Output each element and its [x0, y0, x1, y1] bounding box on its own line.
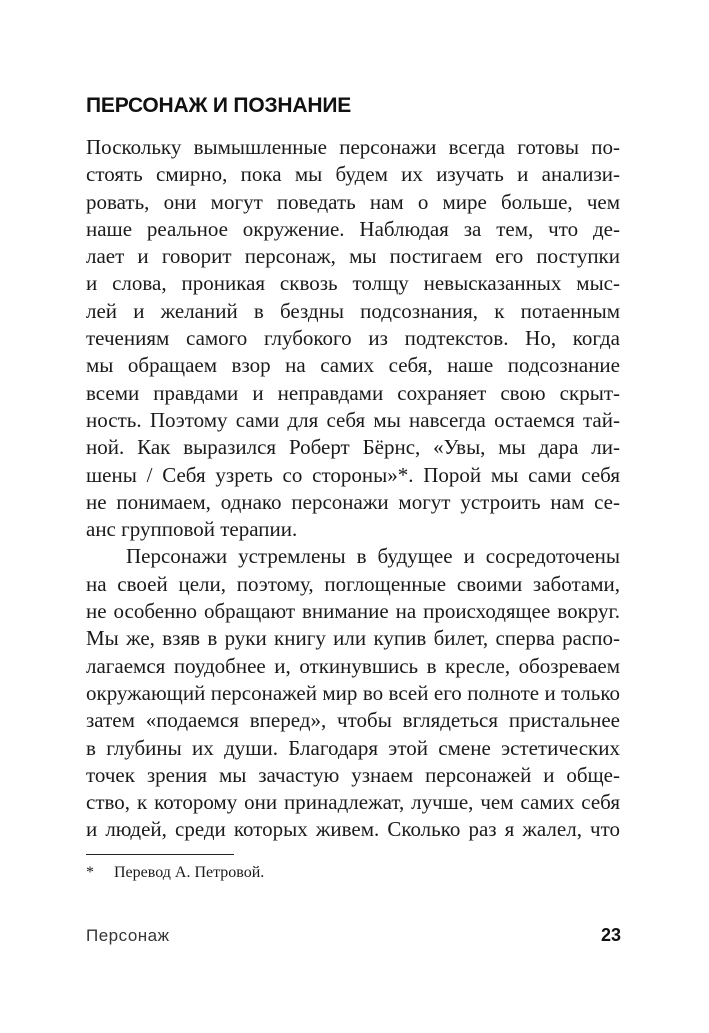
text-line: шены / Себя узреть со стороны»*. Порой мы сами себя: [86, 462, 620, 487]
text-line: точек зрения мы зачастую узнаем персонажей и обще-: [86, 762, 620, 787]
body-text: [86, 134, 620, 844]
footnote: [86, 862, 264, 884]
text-line: наше реальное окружение. Наблюдая за тем, что де-: [86, 216, 620, 241]
running-title: Персонаж: [86, 926, 170, 945]
footnote-mark: *: [86, 864, 94, 881]
text-line: не особенно обращают внимание на происходящее вокруг.: [86, 599, 620, 624]
text-line: ной. Как выразился Роберт Бёрнс, «Увы, мы дара ли-: [86, 435, 620, 460]
text-line: окружающий персонажей мир во всей его полноте и только: [86, 680, 620, 705]
text-line: стоять смирно, пока мы будем их изучать и анализи-: [86, 162, 620, 187]
text-line: не понимаем, однако персонажи могут устроить нам се-: [86, 489, 620, 514]
text-line: течениям самого глубокого из подтекстов. Но, когда: [86, 326, 620, 351]
text-line: мы обращаем взор на самих себя, наше подсознание: [86, 353, 620, 378]
text-line: ность. Поэтому сами для себя мы навсегда остаемся тай-: [86, 407, 620, 432]
page-number: 23: [600, 925, 621, 945]
text-line: анс групповой терапии.: [86, 517, 298, 542]
text-line: и слова, проникая сквозь толщу невысказанных мыс-: [86, 271, 620, 296]
footnote-text: Перевод А. Петровой.: [114, 864, 265, 881]
text-line: Поскольку вымышленные персонажи всегда готовы по-: [86, 135, 620, 159]
text-line: и людей, среди которых живем. Сколько раз я жалел, что: [86, 817, 620, 842]
footnote-divider: [86, 854, 234, 855]
text-line: лагаемся поудобнее и, откинувшись в кресле, обозреваем: [86, 653, 620, 678]
text-line: Персонажи устремлены в будущее и сосредоточены: [126, 544, 620, 569]
text-line: на своей цели, поэтому, поглощенные своими заботами,: [86, 571, 620, 596]
text-line: в глубины их души. Благодаря этой смене эстетических: [86, 735, 620, 760]
text-line: затем «подаемся вперед», чтобы вглядеться пристальнее: [86, 708, 620, 733]
text-line: ство, к которому они принадлежат, лучше, чем самих себя: [86, 790, 620, 815]
text-line: лает и говорит персонаж, мы постигаем его поступки: [86, 244, 620, 269]
text-line: всеми правдами и неправдами сохраняет свою скрыт-: [86, 380, 620, 405]
text-line: Мы же, взяв в руки книгу или купив билет, сперва распо-: [86, 626, 620, 651]
text-line: ровать, они могут поведать нам о мире больше, чем: [86, 189, 620, 214]
paragraph-1: [86, 134, 620, 543]
section-heading: ПЕРСОНАЖ И ПОЗНАНИЕ: [86, 94, 352, 117]
text-line: лей и желаний в бездны подсознания, к потаенным: [86, 298, 620, 323]
paragraph-2: [86, 543, 620, 843]
